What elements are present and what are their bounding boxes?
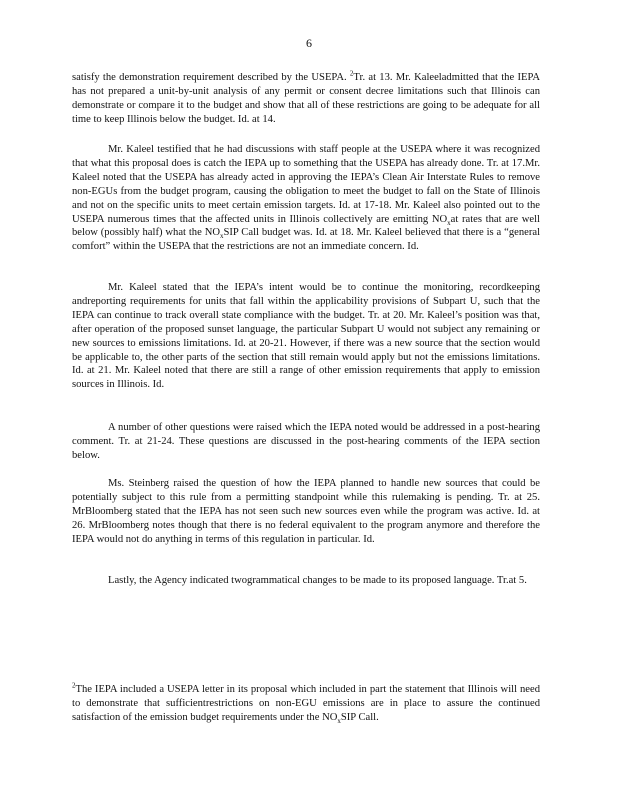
subscript-text: x xyxy=(447,218,451,227)
text-segment: SIP Call. xyxy=(340,711,379,723)
paragraph-6 xyxy=(72,574,540,588)
paragraph-5 xyxy=(72,477,540,547)
subscript-text: x xyxy=(220,232,224,241)
subscript-text: x xyxy=(337,716,341,725)
text-segment: Ms. Steinberg raised the question of how the IEPA planned to handle new sources that could be potentially subject to this rule from a permitting standpoint while this rulemaking is pending. Tr. at 25. MrBloomberg stated that the IEPA has not seen such new sources even while the program was active. Id. at 26. MrBloomberg notes though that there is no federal equivalent to the program anymore and therefore the IEPA would not do anything in terms of this regulation in particular. Id. xyxy=(72,478,540,545)
text-segment: Lastly, the Agency indicated twogrammatical changes to be made to its proposed language. Tr.at 5. xyxy=(108,575,527,586)
text-segment: Tr. at 13. Mr. Kaleeladmitted that the IEPA has not prepared a unit-by-unit analysis of any permit or consent decree limitations such that Illinois can demonstrate or compare it to the budget and show that all of these restrictions are going to be adequate for all time to keep Illinois below the budget. Id. at 14. xyxy=(72,72,541,125)
footnote-ref: 2 xyxy=(72,681,76,690)
text-segment: at rates that are well below (possibly half) what the NO xyxy=(72,213,540,239)
text-segment: SIP Call budget was. Id. at 18. Mr. Kaleel believed that there is a “general comfort” within the USEPA that the restrictions are not an immediate concern. Id. xyxy=(72,227,541,253)
footnote xyxy=(72,683,540,725)
text-segment: A number of other questions were raised which the IEPA noted would be addressed in a post-hearing comment. Tr. at 21-24. These questions are discussed in the post-hearing comments of the IEPA section below. xyxy=(72,422,540,461)
text-segment: Mr. Kaleel stated that the IEPA’s intent would be to continue the monitoring, recordkeeping andreporting requirements for units that fall within the applicability provisions of Subpart U, such that the IEPA can continue to track overall state compliance with the budget. Tr. at 20. Mr. Kaleel’s position was that, after operation of the proposed sunset language, the particular Subpart U would not subject any remaining or new sources to emissions limitations. Id. at 20-21. However, if there was a new source that the section would be applicable to, the other parts of the section that still remain would apply but not the emissions limitations. Id. at 21. Mr. Kaleel noted that there are still a range of other emission requirements that apply to emission sources in Illinois. Id. xyxy=(72,282,540,391)
paragraph-3 xyxy=(72,281,540,392)
text-segment: Mr. Kaleel testified that he had discussions with staff people at the USEPA where it was recognized that what this proposal does is catch the IEPA up to something that the USEPA has already done. Tr. at 17.Mr. Kaleel noted that the USEPA has already acted in approving the IEPA’s Clean Air Interstate Rules to remove non-EGUs from the budget program, causing the obligation to meet the budget to fall on the State of Illinois and not on the specific units to meet certain emission targets. Id. at 17-18. Mr. Kaleel also pointed out to the USEPA numerous times that the affected units in Illinois collectively are emitting NO xyxy=(72,144,540,225)
page-number: 6 xyxy=(306,36,312,50)
text-segment: The IEPA included a USEPA letter in its proposal which included in part the statement that Illinois will need to demonstrate that sufficientrestrictions on non-EGU emissions are in place to assure the continued satisfaction of the emission budget requirements under the NO xyxy=(72,684,540,723)
footnote-ref: 2 xyxy=(349,69,354,78)
paragraph-2 xyxy=(72,143,540,254)
paragraph-4 xyxy=(72,421,540,463)
text-segment: satisfy the demonstration requirement described by the USEPA. xyxy=(72,72,350,83)
paragraph-1 xyxy=(72,71,540,127)
